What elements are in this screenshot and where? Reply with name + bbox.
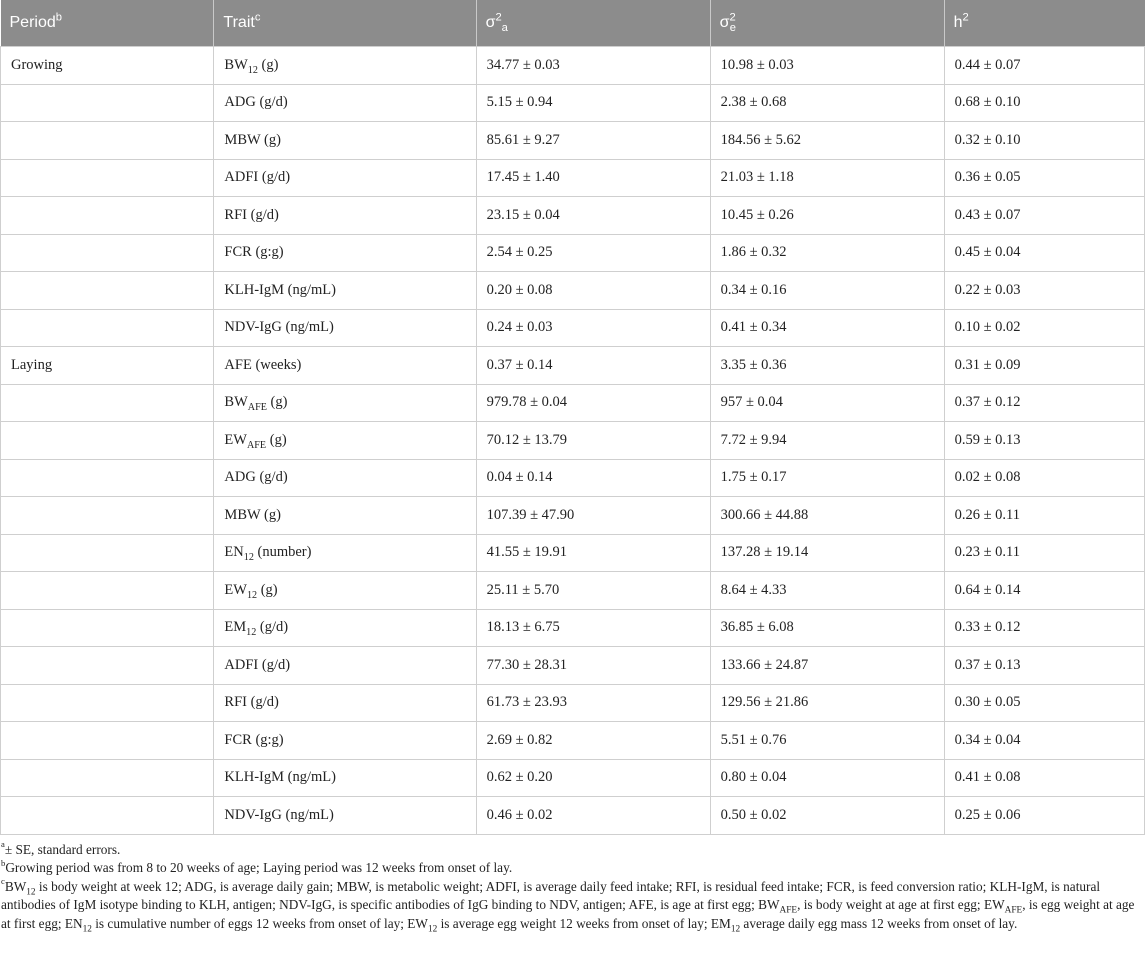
cell-additive-variance: 70.12 ± 13.79 — [476, 422, 710, 460]
cell-additive-variance: 0.04 ± 0.14 — [476, 459, 710, 497]
cell-trait: FCR (g:g) — [214, 234, 476, 272]
table-row — [1, 47, 1145, 85]
cell-residual-variance: 0.34 ± 0.16 — [710, 272, 944, 310]
cell-additive-variance: 2.69 ± 0.82 — [476, 722, 710, 760]
cell-heritability: 0.45 ± 0.04 — [944, 234, 1144, 272]
cell-heritability: 0.22 ± 0.03 — [944, 272, 1144, 310]
cell-residual-variance: 5.51 ± 0.76 — [710, 722, 944, 760]
cell-additive-variance: 0.37 ± 0.14 — [476, 347, 710, 385]
cell-trait: RFI (g/d) — [214, 684, 476, 722]
cell-period — [1, 234, 214, 272]
cell-additive-variance: 18.13 ± 6.75 — [476, 609, 710, 647]
cell-additive-variance: 979.78 ± 0.04 — [476, 384, 710, 422]
cell-residual-variance: 21.03 ± 1.18 — [710, 159, 944, 197]
cell-trait: NDV-IgG (ng/mL) — [214, 309, 476, 347]
cell-residual-variance: 184.56 ± 5.62 — [710, 122, 944, 160]
cell-period — [1, 84, 214, 122]
cell-heritability: 0.10 ± 0.02 — [944, 309, 1144, 347]
cell-period — [1, 684, 214, 722]
cell-heritability: 0.23 ± 0.11 — [944, 534, 1144, 572]
cell-residual-variance: 1.86 ± 0.32 — [710, 234, 944, 272]
cell-trait: $EW_{AFE}$ (g) — [214, 422, 476, 460]
cell-period — [1, 722, 214, 760]
cell-additive-variance: 77.30 ± 28.31 — [476, 647, 710, 685]
footnotes — [0, 835, 1145, 934]
cell-trait: ADFI (g/d) — [214, 647, 476, 685]
cell-additive-variance: 25.11 ± 5.70 — [476, 572, 710, 610]
cell-heritability: 0.36 ± 0.05 — [944, 159, 1144, 197]
cell-period — [1, 122, 214, 160]
cell-residual-variance: 300.66 ± 44.88 — [710, 497, 944, 535]
cell-trait: ADG (g/d) — [214, 459, 476, 497]
cell-residual-variance: 36.85 ± 6.08 — [710, 609, 944, 647]
table-row — [1, 722, 1145, 760]
cell-residual-variance: 0.50 ± 0.02 — [710, 797, 944, 835]
cell-additive-variance: 5.15 ± 0.94 — [476, 84, 710, 122]
cell-additive-variance: 85.61 ± 9.27 — [476, 122, 710, 160]
cell-period — [1, 759, 214, 797]
cell-heritability: 0.43 ± 0.07 — [944, 197, 1144, 235]
table-row — [1, 534, 1145, 572]
cell-residual-variance: 2.38 ± 0.68 — [710, 84, 944, 122]
table-row — [1, 272, 1145, 310]
cell-residual-variance: 957 ± 0.04 — [710, 384, 944, 422]
cell-trait: KLH-IgM (ng/mL) — [214, 272, 476, 310]
cell-period — [1, 384, 214, 422]
cell-additive-variance: 34.77 ± 0.03 — [476, 47, 710, 85]
table-row — [1, 647, 1145, 685]
cell-heritability: 0.02 ± 0.08 — [944, 459, 1144, 497]
cell-trait: $EN_{12}$ (number) — [214, 534, 476, 572]
cell-period: Laying — [1, 347, 214, 385]
cell-period — [1, 459, 214, 497]
cell-trait: $EM_{12}$ (g/d) — [214, 609, 476, 647]
cell-period — [1, 609, 214, 647]
footnote-b: $^b$Growing period was from 8 to 20 weeks of age; Laying period was 12 weeks from onset of lay. — [1, 857, 513, 875]
cell-period — [1, 159, 214, 197]
table-row — [1, 84, 1145, 122]
cell-trait: NDV-IgG (ng/mL) — [214, 797, 476, 835]
cell-period — [1, 272, 214, 310]
cell-trait: MBW (g) — [214, 122, 476, 160]
table-row — [1, 609, 1145, 647]
table-row — [1, 759, 1145, 797]
table-header — [1, 0, 1145, 47]
cell-additive-variance: 0.62 ± 0.20 — [476, 759, 710, 797]
cell-heritability: 0.37 ± 0.13 — [944, 647, 1144, 685]
cell-residual-variance: 0.80 ± 0.04 — [710, 759, 944, 797]
cell-heritability: 0.32 ± 0.10 — [944, 122, 1144, 160]
cell-period — [1, 309, 214, 347]
header-residual-variance: $\sigma^2_e$ — [710, 0, 944, 47]
cell-heritability: 0.34 ± 0.04 — [944, 722, 1144, 760]
cell-residual-variance: 129.56 ± 21.86 — [710, 684, 944, 722]
cell-residual-variance: 3.35 ± 0.36 — [710, 347, 944, 385]
table-row — [1, 234, 1145, 272]
cell-additive-variance: 0.46 ± 0.02 — [476, 797, 710, 835]
header-period: Period$^b$ — [1, 0, 214, 47]
cell-additive-variance: 23.15 ± 0.04 — [476, 197, 710, 235]
cell-residual-variance: 137.28 ± 19.14 — [710, 534, 944, 572]
cell-period — [1, 797, 214, 835]
table-row — [1, 572, 1145, 610]
header-trait: Trait$^c$ — [214, 0, 476, 47]
table-row — [1, 347, 1145, 385]
cell-trait: ADG (g/d) — [214, 84, 476, 122]
cell-trait: RFI (g/d) — [214, 197, 476, 235]
cell-heritability: 0.37 ± 0.12 — [944, 384, 1144, 422]
cell-trait: AFE (weeks) — [214, 347, 476, 385]
cell-additive-variance: 0.24 ± 0.03 — [476, 309, 710, 347]
cell-trait: ADFI (g/d) — [214, 159, 476, 197]
cell-period: Growing — [1, 47, 214, 85]
cell-heritability: 0.59 ± 0.13 — [944, 422, 1144, 460]
cell-heritability: 0.44 ± 0.07 — [944, 47, 1144, 85]
table-row — [1, 122, 1145, 160]
cell-period — [1, 647, 214, 685]
cell-heritability: 0.30 ± 0.05 — [944, 684, 1144, 722]
cell-period — [1, 497, 214, 535]
cell-trait: MBW (g) — [214, 497, 476, 535]
cell-heritability: 0.33 ± 0.12 — [944, 609, 1144, 647]
table-row — [1, 497, 1145, 535]
table-body — [1, 47, 1145, 835]
cell-period — [1, 422, 214, 460]
cell-heritability: 0.64 ± 0.14 — [944, 572, 1144, 610]
cell-residual-variance: 1.75 ± 0.17 — [710, 459, 944, 497]
cell-residual-variance: 133.66 ± 24.87 — [710, 647, 944, 685]
header-heritability: $h^2$ — [944, 0, 1144, 47]
cell-additive-variance: 17.45 ± 1.40 — [476, 159, 710, 197]
cell-additive-variance: 41.55 ± 19.91 — [476, 534, 710, 572]
cell-heritability: 0.26 ± 0.11 — [944, 497, 1144, 535]
cell-additive-variance: 61.73 ± 23.93 — [476, 684, 710, 722]
cell-heritability: 0.31 ± 0.09 — [944, 347, 1144, 385]
cell-heritability: 0.25 ± 0.06 — [944, 797, 1144, 835]
cell-trait: $BW_{12}$ (g) — [214, 47, 476, 85]
cell-residual-variance: 10.45 ± 0.26 — [710, 197, 944, 235]
header-additive-variance: $\sigma^2_a$ — [476, 0, 710, 47]
table-row — [1, 797, 1145, 835]
cell-trait: $EW_{12}$ (g) — [214, 572, 476, 610]
cell-trait: FCR (g:g) — [214, 722, 476, 760]
cell-additive-variance: 2.54 ± 0.25 — [476, 234, 710, 272]
cell-additive-variance: 107.39 ± 47.90 — [476, 497, 710, 535]
table-row — [1, 159, 1145, 197]
cell-period — [1, 572, 214, 610]
table-row — [1, 197, 1145, 235]
cell-residual-variance: 10.98 ± 0.03 — [710, 47, 944, 85]
cell-period — [1, 534, 214, 572]
cell-trait: $BW_{AFE}$ (g) — [214, 384, 476, 422]
cell-residual-variance: 8.64 ± 4.33 — [710, 572, 944, 610]
cell-residual-variance: 7.72 ± 9.94 — [710, 422, 944, 460]
table-row — [1, 309, 1145, 347]
cell-residual-variance: 0.41 ± 0.34 — [710, 309, 944, 347]
cell-trait: KLH-IgM (ng/mL) — [214, 759, 476, 797]
footnote-c: $^cBW_{12}$ is body weight at week 12; ADG, is average daily gain; MBW, is metabolic weight; ADFI, is average daily feed intake; RFI, is residual feed intake; FCR, is feed conversion ratio; KLH-IgM, is natural antibodies of IgM isotype binding to KLH, antigen; NDV-IgG, is specific antibodies of IgG binding to NDV, antigen; AFE, is age at first egg; $BW_{AFE}$, is body weight at age at first egg; $EW_{AFE}$, is egg weight at age at first egg; $EN_{12}$ is cumulative number of eggs 12 weeks from onset of lay; $EW_{12}$ is average egg weight 12 weeks from onset of lay; $EM_{12}$ average daily egg mass 12 weeks from onset of lay. — [1, 876, 1135, 935]
cell-period — [1, 197, 214, 235]
footnote-a: $^a$± SE, standard errors. — [1, 839, 121, 857]
cell-additive-variance: 0.20 ± 0.08 — [476, 272, 710, 310]
cell-heritability: 0.68 ± 0.10 — [944, 84, 1144, 122]
table-row — [1, 384, 1145, 422]
cell-heritability: 0.41 ± 0.08 — [944, 759, 1144, 797]
table-row — [1, 422, 1145, 460]
table-row — [1, 684, 1145, 722]
table-row — [1, 459, 1145, 497]
